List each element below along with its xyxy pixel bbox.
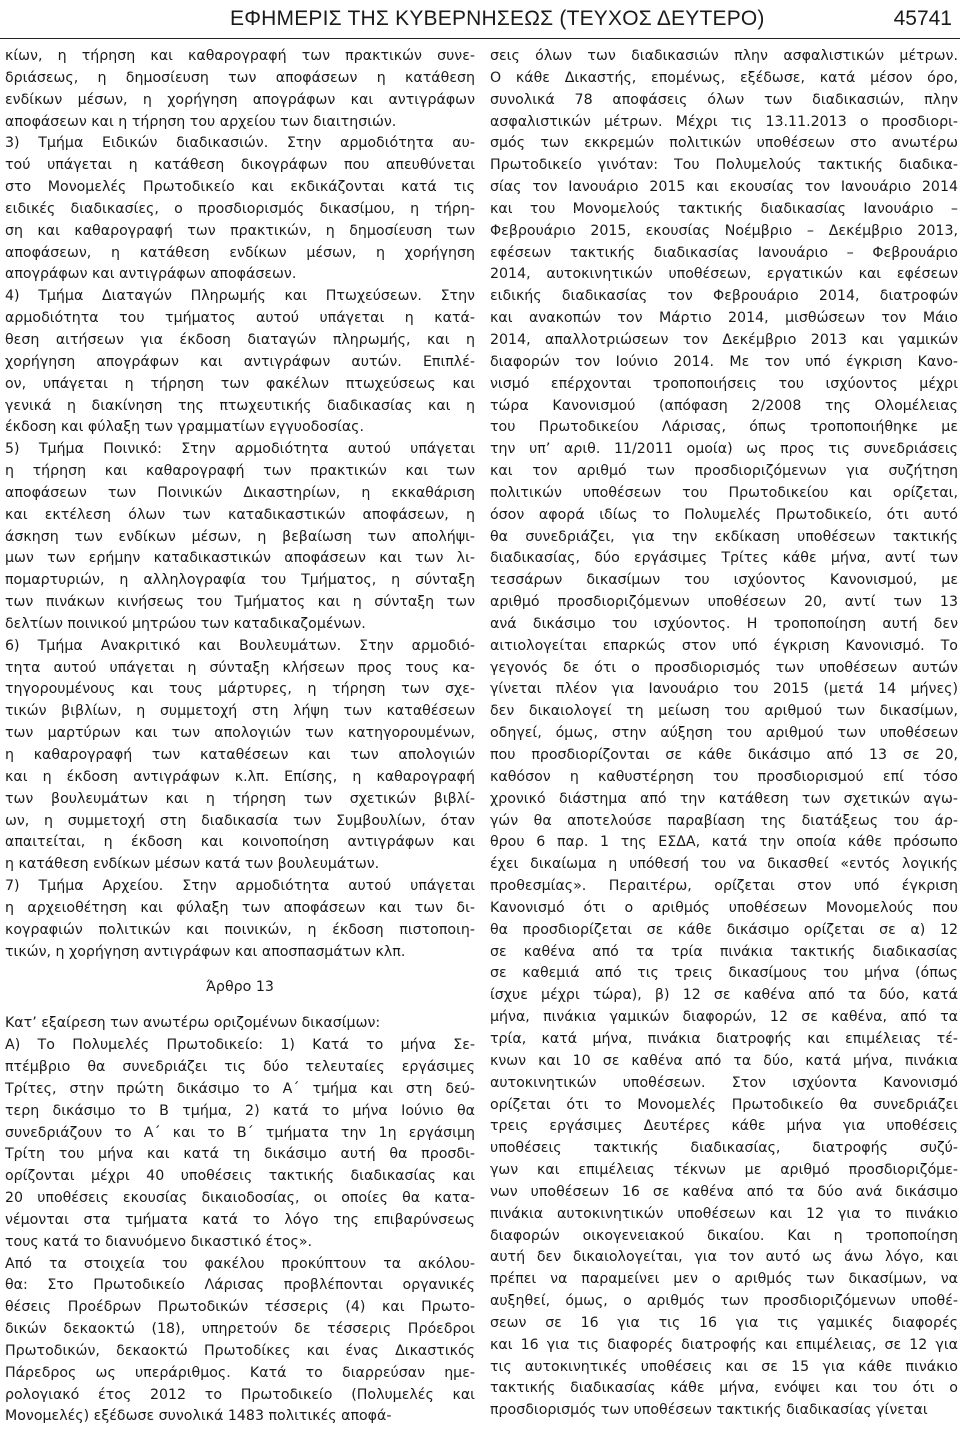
left-column-line: αποφάσεων των Ποινικών Δικαστηρίων, η εκκαθάριση [5, 484, 475, 501]
left-column-line: ορίζονται μέχρι 40 υποθέσεις τακτικής διαδικασίας και [5, 1168, 475, 1185]
right-column-line: 2014, αυτοκινητικών υποθέσεων, εργατικών και εφέσεων [490, 266, 958, 283]
right-column-line: σεων σε 16 για τις 16 για τις γαμικές διαφορές [490, 1314, 958, 1331]
left-column-line: αποφάσεων, η κατάθεση ενδίκων μέσων, η χορήγηση [5, 244, 475, 261]
right-column-line: γών θα αποτελούσε παραβίαση της διατάξεως του άρ- [490, 812, 958, 829]
left-column-line: τους κατά το διανυόμενο δικαστικό έτος». [5, 1233, 313, 1250]
right-column-line: σίας τον Ιανουάριο 2015 και εκουσίας τον Ιανουάριο 2014 [490, 179, 958, 196]
left-column-line: πτέμβριο θα συνεδριάζει τις δύο τελευταίες εργάσιμες [5, 1058, 475, 1075]
left-column-line: άσκηση των ενδίκων μέσων, η βεβαίωση των απολήψι- [5, 528, 475, 545]
left-column-line: 4) Τμήμα Διαταγών Πληρωμής και Πτωχεύσεων. Στην [5, 288, 475, 305]
left-column-line: η αρχειοθέτηση και φύλαξη των αποφάσεων και των δι- [5, 899, 475, 916]
right-column-line: σεις όλων των διαδικασιών πλην ασφαλιστικών μέτρων. [490, 48, 958, 64]
left-column-line: Τρίτη του μήνα και κατά τη δικάσιμο αυτή θα προσδι- [5, 1146, 475, 1163]
left-column-line: γενικά η διακίνηση της πτωχευτικής διαδικασίας και η [5, 397, 475, 414]
left-column-line: των βουλευμάτων και η τήρηση των σχετικών βιβλί- [5, 790, 475, 807]
left-column-line: τητα αυτού υπάγεται η σύνταξη κλήσεων προς τους κα- [5, 659, 475, 676]
right-column-line: αυξηθεί, όμως, ο αριθμός των προσδιοριζόμενων υποθέ- [490, 1293, 958, 1310]
left-column [5, 46, 475, 1428]
left-column-line: ρολογιακό έτος 2012 το Πρωτοδικείο (Πολυμελές και [5, 1386, 475, 1403]
left-column-line: θα: Στο Πρωτοδικείο Λάρισας προβλέπονται οργανικές [5, 1277, 475, 1294]
right-column-line: σε καθένα από τα τρία πινάκια τακτικής διαδικασίας [490, 943, 958, 960]
right-column-line: τρία, κατά μήνα, πινάκια διατροφής και επιμέλειας τέ- [490, 1030, 958, 1047]
right-column-line: κνων και 10 σε καθένα από τα δύο, κατά μήνα, πινάκια [490, 1052, 958, 1069]
right-column-line: ίσχυε μέχρι τώρα), β) 12 σε καθένα από τα δύο, κατά [490, 987, 958, 1004]
left-column-line: δικών δεκαοκτώ (18), υπηρετούν δε τέσσερις Πρόεδροι [5, 1321, 475, 1338]
left-column-line: δριάσεως, η δημοσίευση των αποφάσεων η κατάθεση [5, 69, 475, 86]
right-column-line: 2014, απαλλοτριώσεων τον Δεκέμβριο 2013 και γαμικών [490, 331, 958, 348]
right-column-line: θα συνεδριάζει, για την εκδίκαση υποθέσεων τακτικής [490, 528, 958, 545]
left-column-line: απαιτείται, η έκδοση και κοινοποίηση αντιγράφων και [5, 834, 475, 851]
left-column-line: 7) Τμήμα Αρχείου. Στην αρμοδιότητα αυτού υπάγεται [5, 878, 475, 895]
right-column-line: αυτοκινητικών υποθέσεων. Στον ισχύοντα Κανονισμό [490, 1074, 958, 1091]
left-column-line: 6) Τμήμα Ανακριτικό και Βουλευμάτων. Στην αρμοδιό- [5, 637, 475, 654]
left-column-line: αρμοδιότητα του τμήματος αυτού υπάγεται η κατά- [5, 310, 475, 327]
left-column-line: ενδίκων μέσων, η χορήγηση απογράφων και αντιγράφων [5, 91, 475, 108]
right-column-line: εφέσεων τακτικής διαδικασίας Ιανουάριο – Φεβρουάριο [490, 244, 958, 261]
left-column-line: Τρίτες, στην πρώτη δικάσιμο το Α΄ τμήμα και στη δεύ- [5, 1080, 475, 1097]
right-column-line: συνολικά 78 αποφάσεις όλων των διαδικασιών, πλην [490, 91, 958, 108]
right-column-line: πολιτικών υποθέσεων του Πρωτοδικείου και ορίζεται, [490, 484, 958, 501]
left-column-line: και η έκδοση αντιγράφων κ.λπ. Επίσης, η καθαρογραφή [5, 768, 475, 785]
right-column-line: προθεσμίας». Περαιτέρω, ορίζεται στον υπό έγκριση [490, 878, 958, 895]
left-column-line: θεση αιτήσεων για έκδοση διαταγών πληρωμής, και η [5, 331, 475, 348]
left-column-line: 3) Τμήμα Ειδικών διαδικασιών. Στην αρμοδιότητα αυ- [5, 135, 475, 152]
left-column-line: τερη δικάσιμο το Β τμήμα, 2) κατά το μήνα Ιούνιο θα [5, 1102, 475, 1119]
left-column-line: συνεδριάζουν το Α΄ και το Β΄ τμήματα την 1η εργάσιμη [5, 1124, 475, 1141]
right-column-line: μήνα, πινάκια γαμικών διαφορών, 12 σε καθένα, από τα [490, 1009, 958, 1026]
left-column-line: νέμονται στα τμήματα κατά το λόγο της επιβαρύνσεως [5, 1211, 475, 1228]
left-column-line: Α) Το Πολυμελές Πρωτοδικείο: 1) Κατά το μήνα Σε- [5, 1037, 475, 1054]
right-column-line: πρέπει να παραμείνει μεν ο αριθμός των δικασίμων, να [490, 1271, 958, 1288]
left-column-line: στο Μονομελές Πρωτοδικείο και εκδικάζονται κατά τις [5, 179, 475, 196]
left-column-line: η καθαρογραφή των καταθέσεων και των απολογιών [5, 747, 475, 763]
right-column-line: γεγονός δε ότι ο προσδιορισμός των υποθέσεων αυτών [490, 659, 958, 676]
right-column-line: Κανονισμό ότι ο αριθμός υποθέσεων Μονομελούς που [490, 899, 958, 916]
left-column-line: κίων, η τήρηση και καθαρογραφή των πρακτικών συνε- [5, 48, 475, 64]
right-column-line: γίνεται πλέον για Ιανουάριο του 2015 (μετά 14 μήνες) [490, 681, 958, 698]
left-column-line: Από τα στοιχεία του φακέλου προκύπτουν τα ακόλου- [5, 1255, 475, 1272]
page-number: 45741 [893, 7, 952, 30]
left-column-line: απογράφων και αντιγράφων αποφάσεων. [5, 266, 297, 283]
right-column-line: διαφορών τον Ιούνιο 2014. Με τον υπό έγκριση Κανο- [490, 353, 958, 370]
right-column-line: και τον αριθμό των προσδιοριζόμενων για συζήτηση [490, 463, 958, 480]
left-column-line: Μονομελές) εξέδωσε συνολικά 1483 πολιτικές αποφά- [5, 1408, 392, 1425]
right-column-line: τρεις εργάσιμες Δευτέρες κάθε μήνα για υποθέσεις [490, 1118, 958, 1135]
right-column-line: την υπ’ αριθ. 11/2011 ομοία) ως προς τις συνεδριάσεις [490, 441, 958, 458]
left-column-line: κογραφιών πολιτικών και ποινικών, η έκδοση πιστοποιη- [5, 921, 475, 938]
left-column-line: 20 υποθέσεις εκουσίας δικαιοδοσίας, οι οποίες θα κατα- [5, 1190, 475, 1207]
left-column-line: Κατ’ εξαίρεση των ανωτέρω οριζομένων δικασίμων: [5, 1015, 381, 1032]
right-column-line: νισμό επέρχονται τροποποιήσεις του ισχύοντος μέχρι [490, 375, 958, 392]
right-column-line: γων και επιμέλειας τέκνων με αριθμό προσδιοριζόμε- [490, 1162, 958, 1179]
left-column-line: ειδικές διαδικασίες, ο προσδιορισμός δικασίμου, η τήρη- [5, 200, 475, 217]
left-column-line: θέσεις Προέδρων Πρωτοδικών τέσσερις (4) και Πρωτο- [5, 1299, 475, 1316]
right-column-line: τώρα Κανονισμού (απόφαση 2/2008 της Ολομέλειας [490, 397, 958, 414]
right-column-line: υποθέσεις τακτικής διαδικασίας, διατροφής συζύ- [490, 1140, 958, 1157]
right-column-line: και του Μονομελούς τακτικής διαδικασίας Ιανουάριο – [490, 200, 958, 217]
left-column-line: τικών, η χορήγηση αντιγράφων και αποσπασμάτων κλπ. [5, 943, 406, 960]
right-column-line: ασφαλιστικών μέτρων. Μέχρι τις 13.11.2013 ο προσδιορι- [490, 113, 958, 130]
right-column-line: Ο κάθε Δικαστής, επομένως, εξέδωσε, κατά μέσον όρο, [490, 69, 958, 86]
right-column-line: αιτιολογείται επαρκώς στον υπό έγκριση Κανονισμό. Το [490, 637, 958, 654]
right-column-line: προσδιορισμός των υποθέσεων τακτικής διαδικασίας γίνεται [490, 1402, 928, 1419]
left-column-line: τηγορουμένους και τους μάρτυρες, η τήρηση των σχε- [5, 681, 475, 698]
right-column-line: νων υποθέσεων 16 σε καθένα από τα δύο ανά δικάσιμο [490, 1183, 958, 1200]
right-column-line: θα προσδιορίζεται σε κάθε δικάσιμο ορίζεται σε α) 12 [490, 921, 958, 938]
right-column-line: διαδικασίας, δύο εργάσιμες Τρίτες κάθε μήνα, αντί των [490, 550, 958, 567]
right-column [490, 46, 958, 1422]
right-column-line: όσον αφορά ιδίως το Πολυμελές Πρωτοδικείο, ότι αυτό [490, 506, 958, 523]
left-column-line: τού υπάγεται η κατάθεση δικογράφων που απευθύνεται [5, 157, 475, 174]
right-column-line: ανά δικάσιμο του ισχύοντος. Η τροποποίηση αυτή δεν [490, 615, 958, 632]
right-column-line: οδηγεί, όμως, στην αύξηση του αριθμού των υποθέσεων [490, 725, 958, 742]
right-column-line: τεσσάρων δικασίμων του ισχύοντος Κανονισμού, με [490, 572, 958, 589]
left-column-line: χορήγηση απογράφων και αντιγράφων αυτών. Επιπλέ- [5, 353, 475, 370]
right-column-line: και 16 για τις διαφορές διατροφής και επιμέλειας, σε 12 για [490, 1336, 958, 1353]
right-column-line: σε καθεμιά από τις τρεις δικασίμους του μήνα (όπως [490, 965, 958, 982]
left-column-line: έκδοση και φύλαξη των γραμματίων εγγυοδοσίας. [5, 419, 365, 436]
right-column-line: ειδικής διαδικασίας τον Φεβρουάριο 2014, διατροφών [490, 288, 958, 305]
right-column-line: θρου 6 παρ. 1 της ΕΣΔΑ, κατά την οποία κάθε πρόσωπο [490, 834, 958, 851]
left-column-line: 5) Τμήμα Ποινικό: Στην αρμοδιότητα αυτού υπάγεται [5, 441, 475, 458]
right-column-line: πινάκια αυτοκινητικών υποθέσεων και 12 για το πινάκιο [490, 1205, 958, 1222]
left-column-line: ον, υπάγεται η τήρηση των φακέλων πτωχεύσεως και [5, 375, 475, 392]
right-column-line: Πρωτοδικείο γινόταν: Του Πολυμελούς τακτικής διαδικα- [490, 157, 958, 174]
left-column-line: αποφάσεων και η τήρηση του αρχείου των διαιτησιών. [5, 113, 397, 130]
left-column-line: πομαρτυριών, η αλληλογραφία του Τμήματος, η σύνταξη [5, 572, 475, 589]
left-column-line: η τήρηση και καθαρογραφή των πρακτικών και των [5, 463, 475, 480]
right-column-line: Φεβρουάριο 2015, εκουσίας Νοέμβριο – Δεκέμβριο 2013, [490, 222, 958, 239]
header-rule [0, 38, 960, 39]
right-column-line: ορίζεται ότι το Μονομελές Πρωτοδικείο θα συνεδριάζει [490, 1096, 958, 1113]
right-column-line: έχει δικαίωμα η υπόθεσή του να δικασθεί «εντός λογικής [490, 856, 958, 873]
left-column-line: ων, η συμμετοχή στη διαδικασία των Συμβουλίων, όταν [5, 812, 475, 829]
left-column-line: ση και καθαρογραφή των πρακτικών, η δημοσίευση των [5, 222, 475, 239]
left-column-line: τικών βιβλίων, η συμμετοχή στη λήψη των καταθέσεων [5, 703, 475, 720]
right-column-line: σμός των εκκρεμών πολιτικών υποθέσεων στο ανωτέρω [490, 135, 958, 152]
left-column-line: Πάρεδρος ως υπεράριθμος. Κατά το διαρρεύσαν ημε- [5, 1364, 475, 1381]
right-column-line: καθόσον η καθυστέρηση του προσδιορισμού επί τόσο [490, 768, 958, 785]
left-column-line: Άρθρο 13 [206, 979, 274, 996]
right-column-line: διαφορών οικογενειακού δικαίου. Και η τροποποίηση [490, 1227, 958, 1244]
right-column-line: τις αυτοκινητικές υποθέσεις και σε 15 για κάθε πινάκιο [490, 1358, 958, 1375]
left-column-line: Πρωτοδικών, δεκαοκτώ Πρωτοδίκες και ένας Δικαστικός [5, 1342, 475, 1359]
right-column-line: του Πρωτοδικείου Λάρισας, όπως τροποποιήθηκε με [490, 419, 958, 436]
left-column-line: μων των ερήμην καταδικαστικών αποφάσεων και των λι- [5, 550, 475, 567]
right-column-line: χρονικό διάστημα από την κατάθεση των σχετικών αγω- [490, 790, 958, 807]
right-column-line: και ανακοπών τον Μάρτιο 2014, μισθώσεων τον Μάιο [490, 310, 958, 327]
right-column-line: αριθμό προσδιοριζόμενων υποθέσεων 20, αντί των 13 [490, 594, 958, 611]
right-column-line: που προσδιορίζονται σε κάθε δικάσιμο από 13 σε 20, [490, 747, 958, 763]
right-column-line: δεν δικαιολογεί τη μείωση του αριθμού των δικασίμων, [490, 703, 958, 720]
left-column-line: και εκτέλεση όλων των καταδικαστικών αποφάσεων, η [5, 506, 475, 523]
page-header [0, 0, 960, 38]
right-column-line: τακτικής διαδικασίας κάθε μήνα, ενόψει και του ότι ο [490, 1380, 958, 1397]
left-column-line: των πινάκων κινήσεως του Τμήματος και η σύνταξη των [5, 594, 475, 611]
left-column-line: η κατάθεση ενδίκων μέσων κατά των βουλευμάτων. [5, 856, 380, 873]
right-column-line: αυτή δεν δικαιολογείται, για τον αυτό ως άνω λόγο, και [490, 1249, 958, 1266]
left-column-line: των μαρτύρων και των απολογιών των κατηγορουμένων, [5, 725, 475, 742]
left-column-line: δελτίων ποινικού μητρώου των καταδικαζομένων. [5, 615, 366, 632]
gazette-title: ΕΦΗΜΕΡΙΣ ΤΗΣ ΚΥΒΕΡΝΗΣΕΩΣ (ΤΕΥΧΟΣ ΔΕΥΤΕΡΟ) [230, 7, 765, 30]
